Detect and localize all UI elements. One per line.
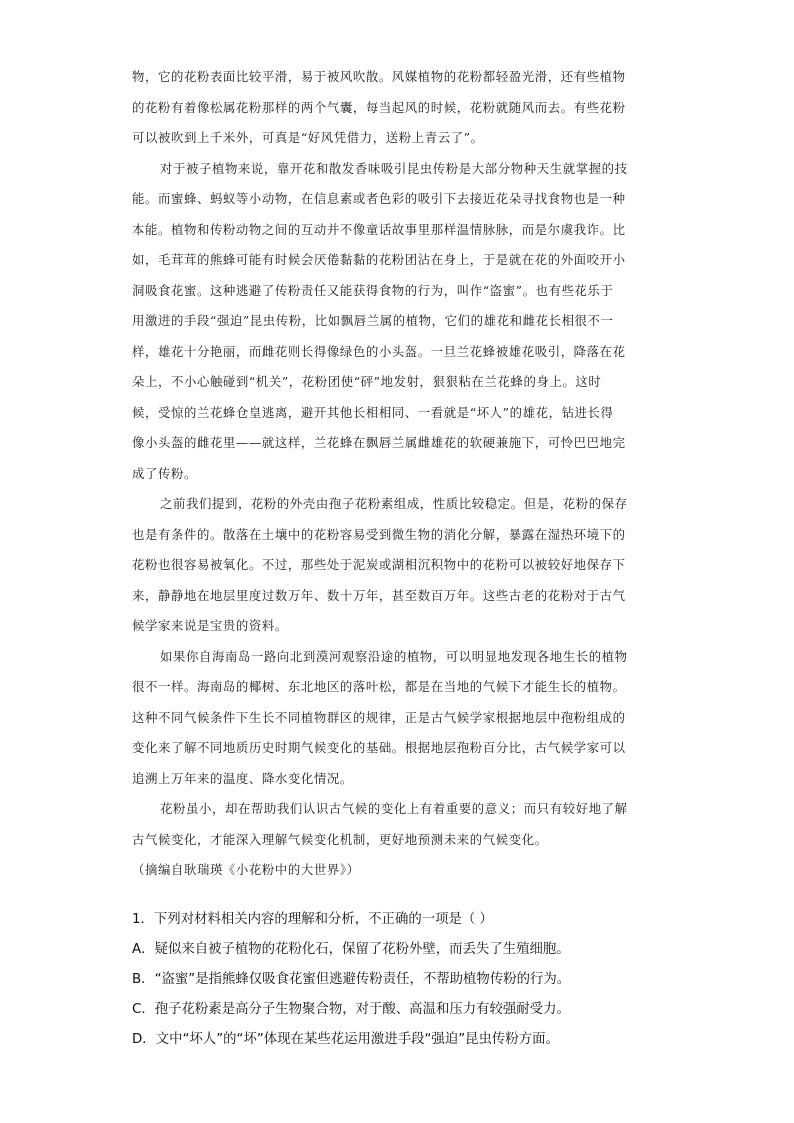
paragraph [132,154,664,490]
passage-line: 本能。植物和传粉动物之间的互动并不像童话故事里那样温情脉脉，而是尔虞我诈。比 [132,221,626,237]
passage-line: 追溯上万年来的温度、降水变化情况。 [132,770,353,786]
passage-line: 对于被子植物来说，靠开花和散发香味吸引昆虫传粉是大部分物种天生就掌握的技 [160,160,628,176]
option-d: D．文中“坏人”的“坏”体现在某些花运用激进手段“强迫”昆虫传粉方面。 [132,1032,559,1047]
passage-line: 这种不同气候条件下生长不同植物群区的规律，正是古气候学家根据地层中孢粉组成的 [132,709,626,725]
source-citation-paragraph [132,855,664,886]
option-c: C．孢子花粉素是高分子生物聚合物，对于酸、高温和压力有较强耐受力。 [132,1002,570,1017]
passage-line: 如果你自海南岛一路向北到漠河观察沿途的植物，可以明显地发现各地生长的植物 [160,648,628,664]
reading-passage [132,62,664,886]
passage-line: 能。而蜜蜂、蚂蚁等小动物，在信息素或者色彩的吸引下去接近花朵寻找食物也是一种 [132,191,626,206]
source-citation: （摘编自耿瑞瑛《小花粉中的大世界》） [132,862,360,877]
passage-line: 朵上，不小心触碰到“机关”，花粉团使“砰”地发射，狠狠粘在兰花蜂的身上。这时 [132,374,602,389]
passage-line: 也是有条件的。散落在土壤中的花粉容易受到微生物的消化分解，暴露在湿热环境下的 [132,526,626,542]
question-block [132,905,692,1055]
passage-line: 之前我们提到，花粉的外壳由孢子花粉素组成，性质比较稳定。但是，花粉的保存 [160,496,628,511]
passage-line: 古气候变化，才能深入理解气候变化机制，更好地预测未来的气候变化。 [132,831,548,847]
paragraph [132,794,664,855]
option-a: A．疑似来自被子植物的花粉化石，保留了花粉外壁，而丢失了生殖细胞。 [132,942,570,957]
passage-line: 可以被吹到上千米外，可真是“好风凭借力，送粉上青云了”。 [132,130,484,145]
paragraph [132,62,664,154]
passage-line: 成了传粉。 [132,465,197,481]
paragraph [132,642,664,795]
passage-line: 候学家来说是宝贵的资料。 [132,618,288,633]
passage-line: 的花粉有着像松属花粉那样的两个气囊，每当起风的时候，花粉就随风而去。有些花粉 [132,99,626,115]
passage-line: 洞吸食花蜜。这种逃避了传粉责任又能获得食物的行为，叫作“盗蜜”。也有些花乐于 [132,282,614,298]
passage-line: 花粉也很容易被氧化。不过，那些处于泥炭或湖相沉积物中的花粉可以被较好地保存下 [132,557,626,572]
passage-line: 物，它的花粉表面比较平滑，易于被风吹散。风媒植物的花粉都轻盈光滑，还有些植物 [132,69,626,84]
passage-line: 很不一样。海南岛的椰树、东北地区的落叶松，都是在当地的气候下才能生长的植物。 [132,679,626,694]
paragraph [132,489,664,642]
passage-line: 如，毛茸茸的熊蜂可能有时候会厌倦黏黏的花粉团沾在身上，于是就在花的外面咬开小 [132,252,626,267]
passage-line: 变化来了解不同地质历史时期气候变化的基础。根据地层孢粉百分比，古气候学家可以 [132,740,626,755]
passage-line: 候，受惊的兰花蜂仓皇逃离，避开其他长相相同、一看就是“坏人”的雄花，钻进长得 [132,404,614,420]
passage-line: 像小头盔的雌花里——就这样，兰花蜂在飘唇兰属雌雄花的软硬兼施下，可怜巴巴地完 [132,435,626,450]
passage-line: 用激进的手段“强迫”昆虫传粉，比如飘唇兰属的植物，它们的雄花和雌花长相很不一 [132,313,614,328]
passage-line: 样，雄花十分艳丽，而雌花则长得像绿色的小头盔。一旦兰花蜂被雄花吸引，降落在花 [132,343,626,359]
passage-line: 花粉虽小，却在帮助我们认识古气候的变化上有着重要的意义；而只有较好地了解 [160,801,628,816]
passage-line: 来，静静地在地层里度过数万年、数十万年，甚至数百万年。这些古老的花粉对于古气 [132,587,626,603]
question-stem: 1．下列对材料相关内容的理解和分析，不正确的一项是（ ） [132,912,493,927]
option-b: B．“盗蜜”是指熊蜂仅吸食花蜜但逃避传粉责任，不帮助植物传粉的行为。 [132,972,571,987]
